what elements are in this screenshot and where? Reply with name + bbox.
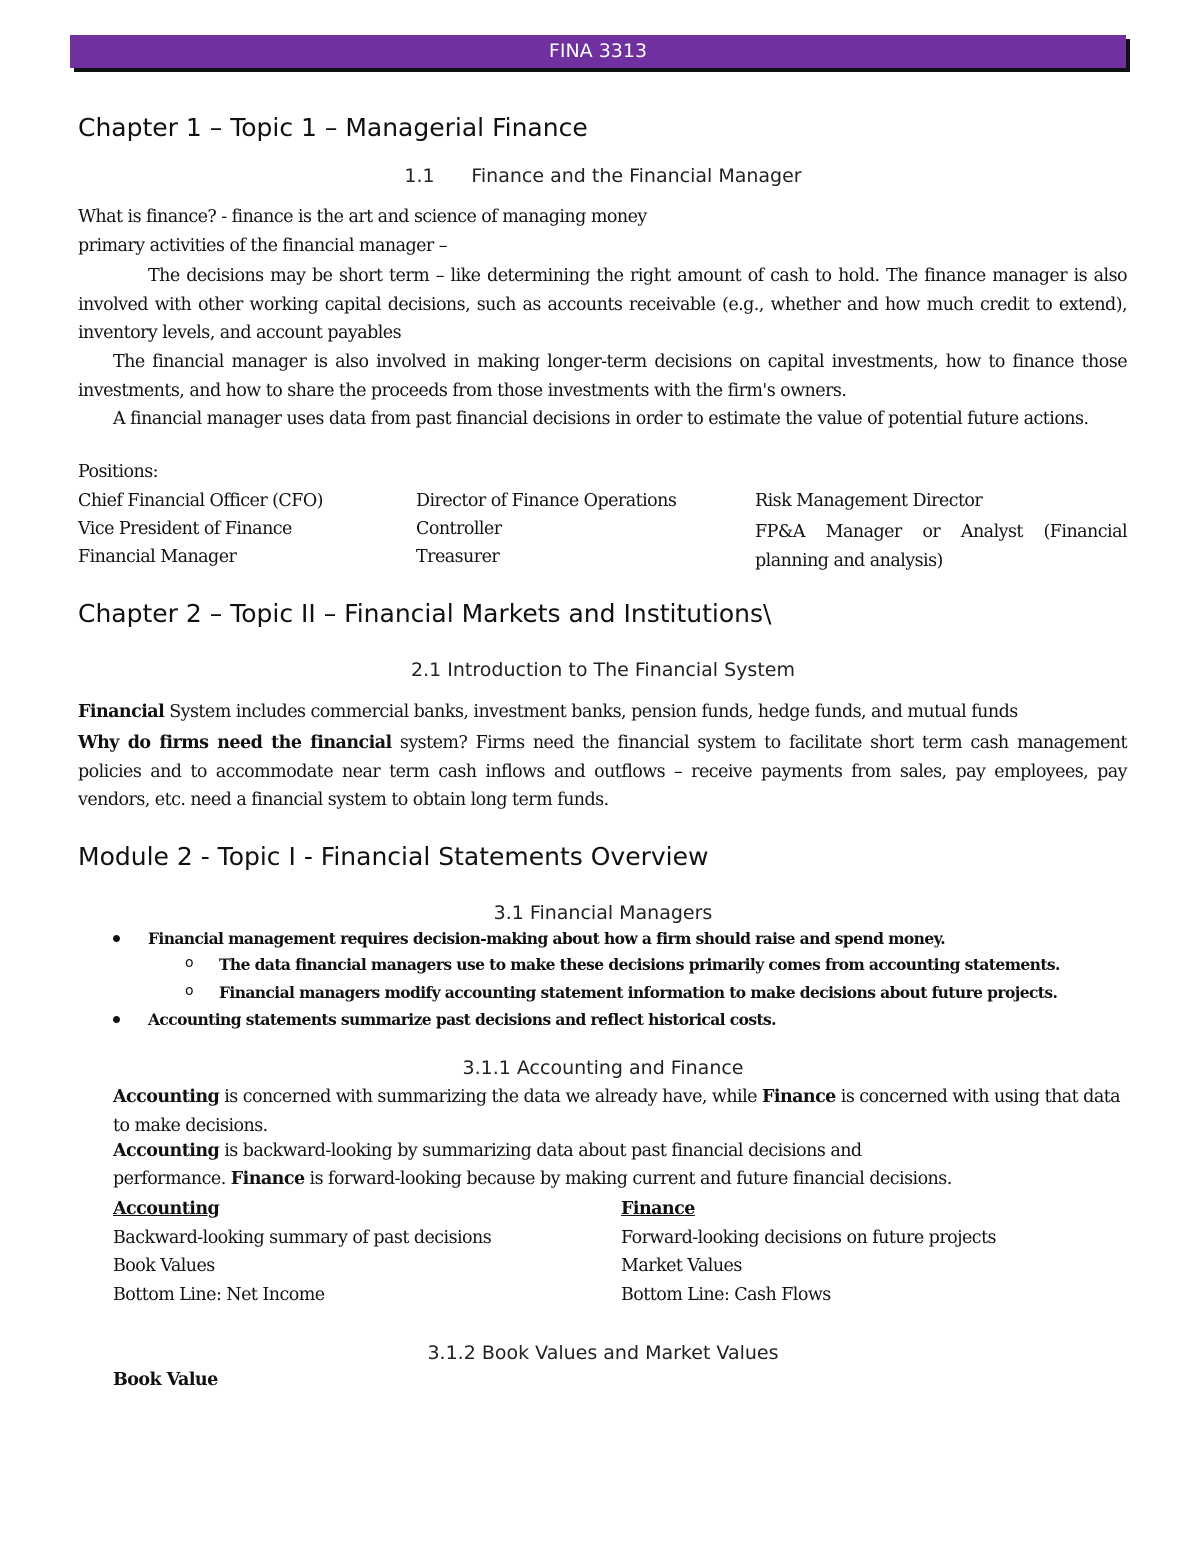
table-cell: Bottom Line: Cash Flows <box>621 1285 831 1305</box>
module2-title: Module 2 - Topic I - Financial Statements Overview <box>78 842 709 871</box>
position-item: Vice President of Finance <box>78 519 292 539</box>
course-header-banner <box>70 35 1126 68</box>
section-3-1-heading: 3.1 Financial Managers <box>493 902 713 924</box>
positions-label: Positions: <box>78 462 158 482</box>
why-text: system? Firms need the financial system to facilitate short term cash management policies and to accommodate near term cash inflows and outflows – receive payments from sales, pay employees, pay vendors, etc. need a financial system to obtain long term funds. <box>78 733 1127 810</box>
table-cell: Forward-looking decisions on future projects <box>621 1228 996 1248</box>
sub-bullet-item: Financial managers modify accounting statement information to make decisions about future projects. <box>219 983 1058 1002</box>
financial-system-line <box>78 702 1018 722</box>
position-item: Chief Financial Officer (CFO) <box>78 491 323 511</box>
accounting-backward-line <box>113 1141 862 1161</box>
para-text: is backward-looking by summarizing data about past financial decisions and <box>219 1141 862 1161</box>
table-cell: Market Values <box>621 1256 742 1276</box>
section-number: 1.1 <box>404 165 435 187</box>
position-item: Director of Finance Operations <box>416 491 677 511</box>
sub-bullet-item: The data financial managers use to make these decisions primarily comes from accounting statements. <box>219 955 1060 974</box>
bullet-icon <box>113 1016 120 1023</box>
accounting-finance-paragraph <box>113 1083 1128 1140</box>
book-value-heading: Book Value <box>113 1370 218 1390</box>
position-item: FP&A Manager or Analyst (Financial planning and analysis) <box>755 522 1127 571</box>
position-item: Treasurer <box>416 547 500 567</box>
table-cell: Backward-looking summary of past decisions <box>113 1228 492 1248</box>
circle-bullet-icon: o <box>185 955 194 971</box>
paragraph-past-data: A financial manager uses data from past financial decisions in order to estimate the value of potential future actions. <box>113 409 1089 429</box>
accounting-bold: Accounting <box>113 1087 220 1107</box>
primary-activities-line: primary activities of the financial manager – <box>78 236 447 256</box>
para-text: performance. <box>113 1169 231 1189</box>
section-title: Finance and the Financial Manager <box>471 165 802 187</box>
why-financial-system-paragraph <box>78 729 1127 815</box>
section-3-1-1-heading: 3.1.1 Accounting and Finance <box>462 1057 744 1079</box>
position-item: Risk Management Director <box>755 491 983 511</box>
position-item: Controller <box>416 519 502 539</box>
bullet-icon <box>113 935 120 942</box>
chapter1-title: Chapter 1 – Topic 1 – Managerial Finance <box>78 113 588 142</box>
finance-bold: Finance <box>230 1169 305 1189</box>
para-text: is concerned with using that data to make decisions. <box>113 1087 1121 1136</box>
section-1-1-heading <box>78 165 1128 187</box>
position-item: Financial Manager <box>78 547 237 567</box>
financial-system-text: System includes commercial banks, investment banks, pension funds, hedge funds, and mutual funds <box>164 702 1018 722</box>
table-header-accounting: Accounting <box>113 1199 220 1219</box>
bullet-item: Financial management requires decision-making about how a firm should raise and spend money. <box>148 929 946 948</box>
why-bold: Why do firms need the financial <box>78 733 392 753</box>
paragraph-short-term: The decisions may be short term – like determining the right amount of cash to hold. The finance manager is also involved with other working capital decisions, such as accounts receivable (e.g., whether and how much credit to extend), inventory levels, and account payables <box>78 266 1127 343</box>
table-cell: Bottom Line: Net Income <box>113 1285 325 1305</box>
financial-bold: Financial <box>78 702 165 722</box>
para-text: is concerned with summarizing the data we already have, while <box>219 1087 762 1107</box>
accounting-bold: Accounting <box>113 1141 220 1161</box>
course-code: FINA 3313 <box>548 40 648 62</box>
bullet-item: Accounting statements summarize past decisions and reflect historical costs. <box>148 1010 776 1029</box>
table-cell: Book Values <box>113 1256 215 1276</box>
what-is-finance-line: What is finance? - finance is the art and science of managing money <box>78 207 647 227</box>
circle-bullet-icon: o <box>185 983 194 999</box>
para-text: is forward-looking because by making current and future financial decisions. <box>304 1169 952 1189</box>
paragraph-long-term: The financial manager is also involved in making longer-term decisions on capital investments, how to finance those investments, and how to share the proceeds from those investments with the firm's owners. <box>78 352 1127 401</box>
chapter2-title: Chapter 2 – Topic II – Financial Markets and Institutions\ <box>78 599 772 628</box>
finance-forward-line <box>113 1169 952 1189</box>
finance-bold: Finance <box>761 1087 836 1107</box>
table-header-finance: Finance <box>621 1199 695 1219</box>
section-3-1-2-heading: 3.1.2 Book Values and Market Values <box>427 1342 779 1364</box>
section-2-1-heading: 2.1 Introduction to The Financial System <box>411 659 795 681</box>
